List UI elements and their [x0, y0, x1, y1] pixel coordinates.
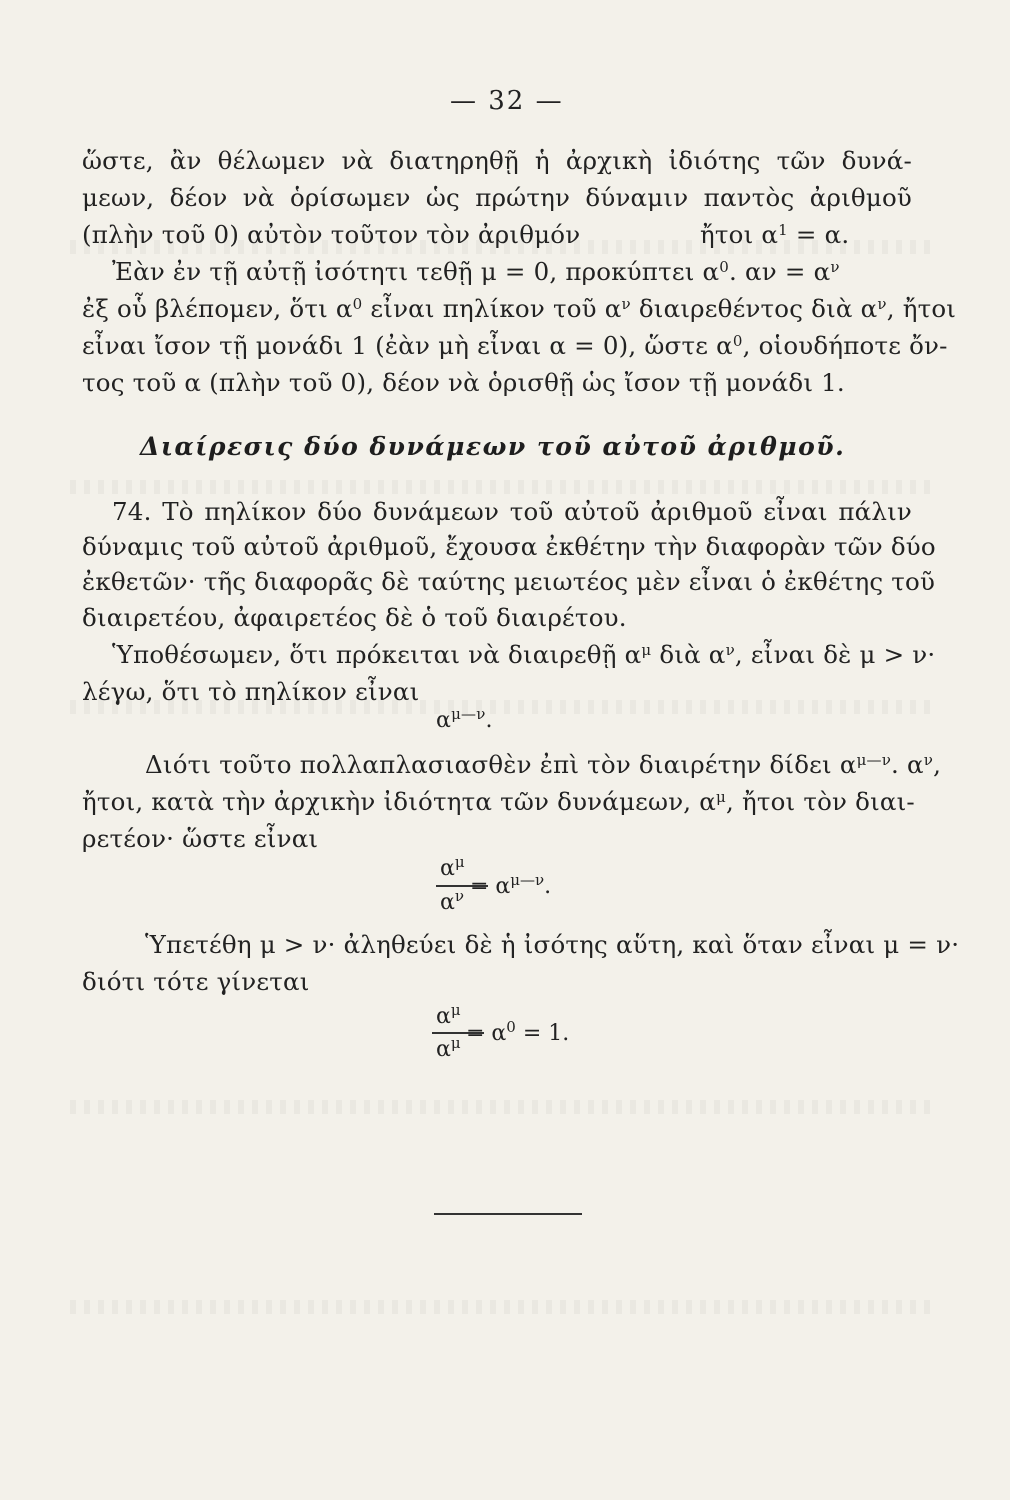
text-span: ἤτοι α	[700, 220, 779, 249]
text-line	[82, 331, 948, 361]
superscript: ν	[877, 294, 887, 313]
bleed-through-texture	[70, 1100, 930, 1114]
text-span: .	[544, 874, 552, 899]
text-span: (πλὴν τοῦ 0) αὐτὸν τοῦτον τὸν ἀριθμόν	[82, 220, 581, 249]
text-line: μεων, δέον νὰ ὁρίσωμεν ὡς πρώτην δύναμιν παντὸς ἀριθμοῦ	[82, 183, 912, 212]
superscript: μ	[450, 1000, 461, 1019]
text-line	[112, 257, 840, 287]
text-line: διότι τότε γίνεται	[82, 967, 310, 996]
text-span: ἐξ οὗ βλέπομεν, ὅτι α	[82, 294, 353, 323]
fraction-denominator	[440, 886, 464, 916]
superscript: μ	[450, 1033, 461, 1052]
end-rule	[434, 1213, 582, 1215]
fraction-numerator	[440, 852, 465, 882]
text-line: ρετέον· ὥστε εἶναι	[82, 824, 319, 853]
text-line: 74. Τὸ πηλίκον δύο δυνάμεων τοῦ αὐτοῦ ἀριθμοῦ εἶναι πάλιν	[112, 497, 912, 526]
math-base: α	[440, 890, 455, 915]
text-line: ὥστε, ἂν θέλωμεν νὰ διατηρηθῇ ἡ ἀρχικὴ ἰδιότης τῶν δυνά-	[82, 146, 912, 175]
superscript: μ	[716, 787, 726, 806]
superscript: μ—ν	[510, 870, 545, 889]
text-span: εἶναι πηλίκον τοῦ α	[362, 294, 622, 323]
superscript: ν	[725, 640, 735, 659]
text-span: = α.	[787, 220, 850, 249]
superscript: μ—ν	[856, 750, 892, 769]
text-span: Ὑποθέσωμεν, ὅτι πρόκειται νὰ διαιρεθῇ α	[112, 640, 642, 669]
text-span: διὰ α	[651, 640, 726, 669]
text-line	[700, 220, 849, 250]
superscript: ν	[830, 257, 840, 276]
equation	[436, 706, 493, 736]
fraction-numerator	[436, 1000, 461, 1030]
superscript: ν	[923, 750, 934, 769]
text-span: .	[485, 708, 493, 733]
text-line: Ὑπετέθη μ > ν· ἀληθεύει δὲ ἡ ἰσότης αὕτη, καὶ ὅταν εἶναι μ = ν·	[145, 930, 960, 959]
text-span: εἶναι ἴσον τῇ μονάδι 1 (ἐὰν μὴ εἶναι α = 0), ὥστε α	[82, 331, 733, 360]
text-span: , εἶναι δὲ μ > ν·	[734, 640, 936, 669]
text-line: δύναμις τοῦ αὐτοῦ ἀριθμοῦ, ἔχουσα ἐκθέτην τὴν διαφορὰν τῶν δύο	[82, 532, 936, 561]
math-base: α	[440, 856, 455, 881]
fraction-denominator	[436, 1033, 461, 1063]
text-line: διαιρετέου, ἀφαιρετέος δὲ ὁ τοῦ διαιρέτου.	[82, 603, 627, 632]
text-line	[112, 640, 935, 670]
text-line	[82, 294, 956, 324]
text-span: . αν = α	[729, 257, 831, 286]
superscript: ν	[454, 886, 464, 905]
text-span: διαιρεθέντος διὰ α	[630, 294, 878, 323]
math-base: α	[436, 1037, 451, 1062]
text-line	[145, 750, 941, 780]
text-line	[82, 787, 915, 817]
superscript: μ—ν	[451, 704, 486, 723]
text-span: , οἱουδήποτε ὄν-	[742, 331, 948, 360]
page-number: — 32 —	[450, 86, 564, 116]
text-span: = 1.	[515, 1021, 570, 1046]
bleed-through-texture	[70, 480, 930, 494]
superscript: 0	[352, 294, 363, 313]
superscript: 0	[719, 257, 730, 276]
text-span: ,	[933, 750, 942, 779]
text-span: ἤτοι, κατὰ τὴν ἀρχικὴν ἰδιότητα τῶν δυνάμεων, α	[82, 787, 717, 816]
superscript: 0	[732, 331, 743, 350]
superscript: 0	[506, 1017, 516, 1036]
text-line: ἐκθετῶν· τῆς διαφορᾶς δὲ ταύτης μειωτέος μὲν εἶναι ὁ ἐκθέτης τοῦ	[82, 567, 936, 596]
section-heading: Διαίρεσις δύο δυνάμεων τοῦ αὐτοῦ ἀριθμοῦ.	[140, 432, 846, 461]
text-span: Διότι τοῦτο πολλαπλασιασθὲν ἐπὶ τὸν διαιρέτην δίδει α	[145, 750, 857, 779]
text-line: λέγω, ὅτι τὸ πηλίκον εἶναι	[82, 677, 420, 706]
math-base: α	[436, 708, 452, 733]
superscript: μ	[454, 852, 465, 871]
text-line: τος τοῦ α (πλὴν τοῦ 0), δέον νὰ ὁρισθῇ ὡς ἴσον τῇ μονάδι 1.	[82, 368, 845, 397]
text-line	[82, 220, 580, 250]
bleed-through-texture	[70, 1300, 930, 1314]
text-span: = α	[470, 874, 511, 899]
equation-rhs	[466, 1017, 570, 1047]
superscript: ν	[621, 294, 631, 313]
superscript: μ	[641, 640, 652, 659]
text-span: . α	[891, 750, 924, 779]
superscript: 1	[778, 220, 788, 239]
equation-rhs	[470, 870, 552, 900]
text-span: = α	[466, 1021, 507, 1046]
text-span: , ἤτοι τὸν διαι-	[725, 787, 915, 816]
text-span: Ἐὰν ἐν τῇ αὐτῇ ἰσότητι τεθῇ μ = 0, προκύπτει α	[112, 257, 720, 286]
math-base: α	[436, 1004, 451, 1029]
text-span: , ἤτοι	[886, 294, 957, 323]
